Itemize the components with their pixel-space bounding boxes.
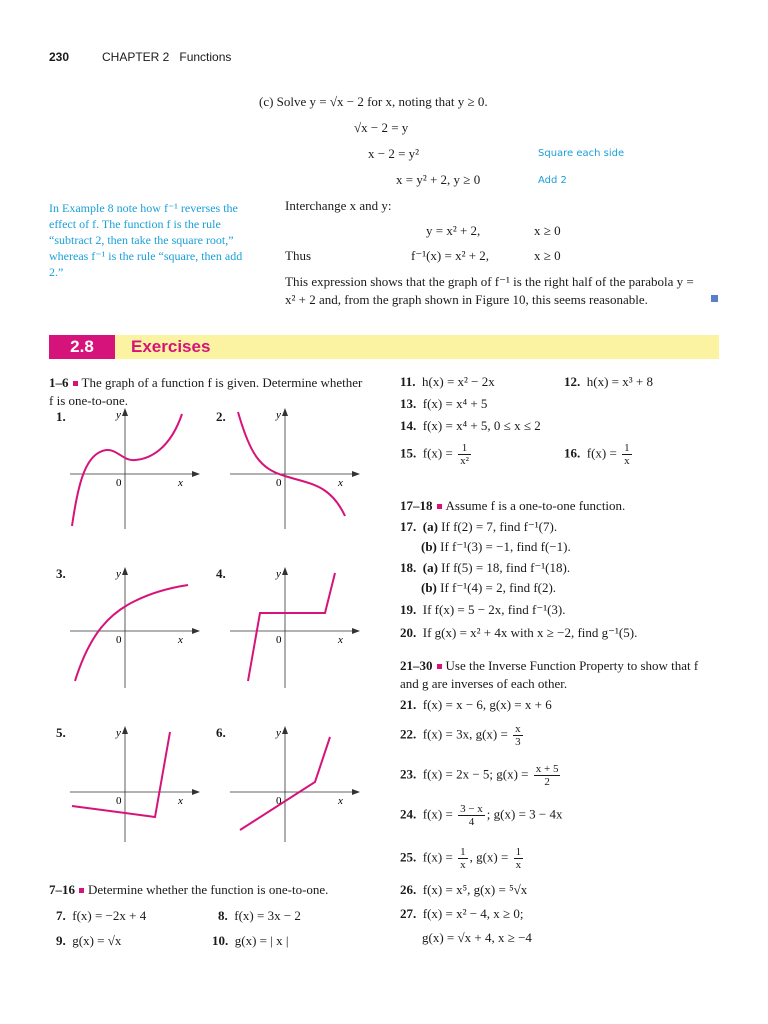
denominator: x: [515, 859, 522, 871]
problem-7: [56, 908, 146, 924]
problem-text: f(x) = x − 6, g(x) = x + 6: [422, 697, 552, 712]
y-label: y: [276, 568, 281, 580]
origin-label: 0: [116, 477, 122, 489]
problem-text: If f(2) = 7, find f⁻¹(7).: [441, 519, 558, 534]
problem-23: [400, 763, 562, 788]
x-label: x: [338, 795, 343, 807]
page-number: 230: [49, 50, 70, 64]
origin-label: 0: [276, 634, 282, 646]
y-label: y: [116, 727, 121, 739]
problem-number: 15.: [400, 445, 417, 461]
problem-lhs: f(x) = 3x, g(x) =: [422, 726, 508, 742]
problem-number: 19.: [400, 602, 417, 617]
x-label: x: [338, 634, 343, 646]
origin-label: 0: [276, 795, 282, 807]
problem-number: 25.: [400, 849, 417, 865]
problem-12: [564, 374, 653, 390]
x-axis-arrow: [192, 628, 200, 634]
x-axis-arrow: [352, 471, 360, 477]
problem-number: 22.: [400, 726, 417, 742]
problem-lhs: f(x) = 2x − 5; g(x) =: [422, 766, 529, 782]
problem-number: 10.: [212, 933, 229, 948]
running-header: [102, 50, 231, 64]
fraction: [622, 442, 632, 467]
sidebar-note: In Example 8 note how f⁻¹ reverses the effect of f. The function f is the rule “subtract 2, then take the square root,” whereas f⁻¹ is the rule “square, then add 2.”: [49, 201, 243, 279]
curve: [72, 414, 182, 526]
example-step-1: √x − 2 = y: [354, 120, 409, 135]
graph-label-2: 2.: [216, 409, 226, 424]
instructions-text: Use the Inverse Function Property to show that f and g are inverses of each other.: [400, 658, 699, 691]
problem-8: [218, 908, 301, 924]
denominator: x: [460, 859, 466, 871]
x-label: x: [178, 477, 183, 489]
graph-5: [70, 722, 205, 852]
example-cond-1: x ≥ 0: [534, 223, 561, 238]
problem-lhs: f(x) =: [422, 445, 453, 461]
problem-number: 23.: [400, 766, 417, 782]
numerator: 3 − x: [460, 803, 483, 815]
problem-19: [400, 602, 566, 618]
problem-lhs: f(x) =: [422, 849, 453, 865]
y-label: y: [116, 568, 121, 580]
graph-label-3: 3.: [56, 566, 66, 581]
denominator: x: [624, 455, 630, 467]
problem-20: [400, 625, 637, 641]
y-axis-arrow: [282, 726, 288, 734]
problem-number: 24.: [400, 806, 417, 822]
part-label: (a): [422, 560, 438, 575]
instructions-21-30: [400, 657, 710, 693]
problem-22: [400, 723, 525, 748]
graph-label-1: 1.: [56, 409, 66, 424]
fraction: [514, 846, 524, 871]
problem-18a: [400, 560, 570, 576]
example-conclusion: This expression shows that the graph of f⁻¹ is the right half of the parabola y = x² + 2 and, from the graph shown in Figure 10, this seems reasonable.: [285, 274, 694, 307]
problem-text: If f(5) = 18, find f⁻¹(18).: [441, 560, 571, 575]
example-thus: Thus: [285, 248, 311, 263]
problem-rhs: ; g(x) = 3 − 4x: [486, 806, 563, 822]
numerator: x: [515, 723, 521, 735]
fraction: [534, 763, 561, 788]
note-square-each-side: Square each side: [538, 148, 625, 159]
curve: [238, 412, 345, 516]
bullet-square: [437, 504, 442, 509]
instructions-text: Assume f is a one-to-one function.: [445, 498, 626, 513]
problem-text: If f⁻¹(4) = 2, find f(2).: [440, 580, 557, 595]
problem-number: 14.: [400, 418, 417, 433]
instructions-text: The graph of a function f is given. Determine whether f is one-to-one.: [49, 375, 363, 408]
problem-number: 8.: [218, 908, 228, 923]
example-step-3: x = y² + 2, y ≥ 0: [396, 172, 481, 187]
problem-24: [400, 803, 562, 828]
problem-text: g(x) = | x |: [234, 933, 289, 948]
y-axis-arrow: [122, 726, 128, 734]
part-label: (b): [421, 580, 437, 595]
problem-number: 9.: [56, 933, 66, 948]
numerator: 1: [515, 846, 522, 858]
x-label: x: [178, 795, 183, 807]
y-label: y: [276, 727, 281, 739]
example-eq-interchange: y = x² + 2,: [426, 223, 481, 238]
problem-text: g(x) = √x: [72, 933, 122, 948]
problem-number: 20.: [400, 625, 417, 640]
problem-number: 11.: [400, 374, 416, 389]
example-cond-2: x ≥ 0: [534, 248, 561, 263]
problem-text: f(x) = x² − 4, x ≥ 0;: [422, 906, 524, 921]
y-label: y: [276, 409, 281, 421]
problem-number: 13.: [400, 396, 417, 411]
problem-text: If f⁻¹(3) = −1, find f(−1).: [440, 539, 571, 554]
y-axis-arrow: [122, 567, 128, 575]
section-label: Functions: [179, 50, 232, 64]
denominator: 2: [544, 776, 550, 788]
problem-text: f(x) = x⁵, g(x) = ⁵√x: [422, 882, 528, 897]
instructions-text: Determine whether the function is one-to-one.: [88, 882, 329, 897]
problem-21: [400, 697, 552, 713]
x-label: x: [178, 634, 183, 646]
problem-9: [56, 933, 121, 949]
x-axis-arrow: [352, 628, 360, 634]
fraction: [513, 723, 523, 748]
graph-2: [230, 404, 365, 534]
numerator: 1: [460, 846, 466, 858]
example-part-c: (c) Solve y = √x − 2 for x, noting that y ≥ 0.: [259, 94, 488, 109]
problem-13: [400, 396, 487, 412]
problem-27: [400, 906, 524, 922]
example-eq-thus: f⁻¹(x) = x² + 2,: [411, 248, 490, 263]
y-label: y: [116, 409, 121, 421]
section-number: 2.8: [49, 335, 115, 359]
origin-label: 0: [116, 795, 122, 807]
instructions-range: 7–16: [49, 882, 75, 897]
origin-label: 0: [116, 634, 122, 646]
x-axis-arrow: [352, 789, 360, 795]
graph-6: [230, 722, 365, 852]
problem-lhs: f(x) =: [586, 445, 617, 461]
problem-text: f(x) = 3x − 2: [234, 908, 301, 923]
problem-26: [400, 882, 527, 898]
y-axis-arrow: [122, 408, 128, 416]
problem-text: h(x) = x² − 2x: [422, 374, 495, 389]
fraction: [458, 803, 485, 828]
problem-number: 27.: [400, 906, 417, 921]
note-add-2: Add 2: [538, 175, 567, 186]
instructions-range: 21–30: [400, 658, 433, 673]
origin-label: 0: [276, 477, 282, 489]
numerator: 1: [624, 442, 630, 454]
example-step-2: x − 2 = y²: [368, 146, 420, 161]
y-axis-arrow: [282, 408, 288, 416]
problem-number: 17.: [400, 519, 417, 534]
problem-lhs: f(x) =: [422, 806, 453, 822]
problem-17b: [421, 539, 571, 555]
x-axis-arrow: [192, 789, 200, 795]
instructions-range: 1–6: [49, 375, 69, 390]
problem-15: [400, 442, 473, 467]
instructions-17-18: [400, 498, 625, 514]
problem-number: 26.: [400, 882, 417, 897]
part-label: (a): [422, 519, 438, 534]
section-title: Exercises: [131, 337, 211, 356]
y-axis-arrow: [282, 567, 288, 575]
numerator: 1: [458, 442, 471, 455]
denominator: 3: [515, 736, 521, 748]
problem-number: 12.: [564, 374, 581, 389]
fraction: [458, 846, 468, 871]
chapter-label: CHAPTER 2: [102, 50, 170, 64]
problem-25: [400, 846, 525, 871]
problem-14: [400, 418, 541, 434]
x-axis-arrow: [192, 471, 200, 477]
graph-label-5: 5.: [56, 725, 66, 740]
curve: [75, 585, 188, 681]
problem-11: [400, 374, 495, 390]
problem-16: [564, 442, 634, 467]
end-of-example-marker: [711, 295, 718, 302]
problem-number: 18.: [400, 560, 417, 575]
problem-18b: [421, 580, 556, 596]
example-interchange: Interchange x and y:: [285, 198, 392, 213]
problem-text: f(x) = x⁴ + 5: [422, 396, 488, 411]
denominator: x²: [460, 455, 469, 467]
bullet-square: [79, 888, 84, 893]
graph-label-6: 6.: [216, 725, 226, 740]
graph-3: [70, 563, 205, 693]
graph-label-4: 4.: [216, 566, 226, 581]
problem-27-continued: g(x) = √x + 4, x ≥ −4: [422, 930, 532, 945]
denominator: 4: [468, 816, 475, 828]
instructions-range: 17–18: [400, 498, 433, 513]
problem-text: h(x) = x³ + 8: [586, 374, 653, 389]
bullet-square: [73, 381, 78, 386]
curve: [248, 573, 335, 681]
problem-text: If g(x) = x² + 4x with x ≥ −2, find g⁻¹(5).: [422, 625, 638, 640]
numerator: x + 5: [535, 763, 559, 775]
problem-number: 7.: [56, 908, 66, 923]
problem-10: [212, 933, 288, 949]
problem-number: 21.: [400, 697, 417, 712]
instructions-7-16: [49, 882, 328, 898]
problem-17a: [400, 519, 557, 535]
graph-1: [70, 404, 205, 534]
fraction: [458, 442, 471, 467]
problem-number: 16.: [564, 445, 581, 461]
bullet-square: [437, 664, 442, 669]
problem-text: f(x) = −2x + 4: [72, 908, 147, 923]
part-label: (b): [421, 539, 437, 554]
problem-text: f(x) = x⁴ + 5, 0 ≤ x ≤ 2: [422, 418, 541, 433]
graph-4: [230, 563, 365, 693]
x-label: x: [338, 477, 343, 489]
problem-text: If f(x) = 5 − 2x, find f⁻¹(3).: [422, 602, 566, 617]
problem-mid: , g(x) =: [469, 849, 509, 865]
section-banner: [49, 335, 719, 359]
